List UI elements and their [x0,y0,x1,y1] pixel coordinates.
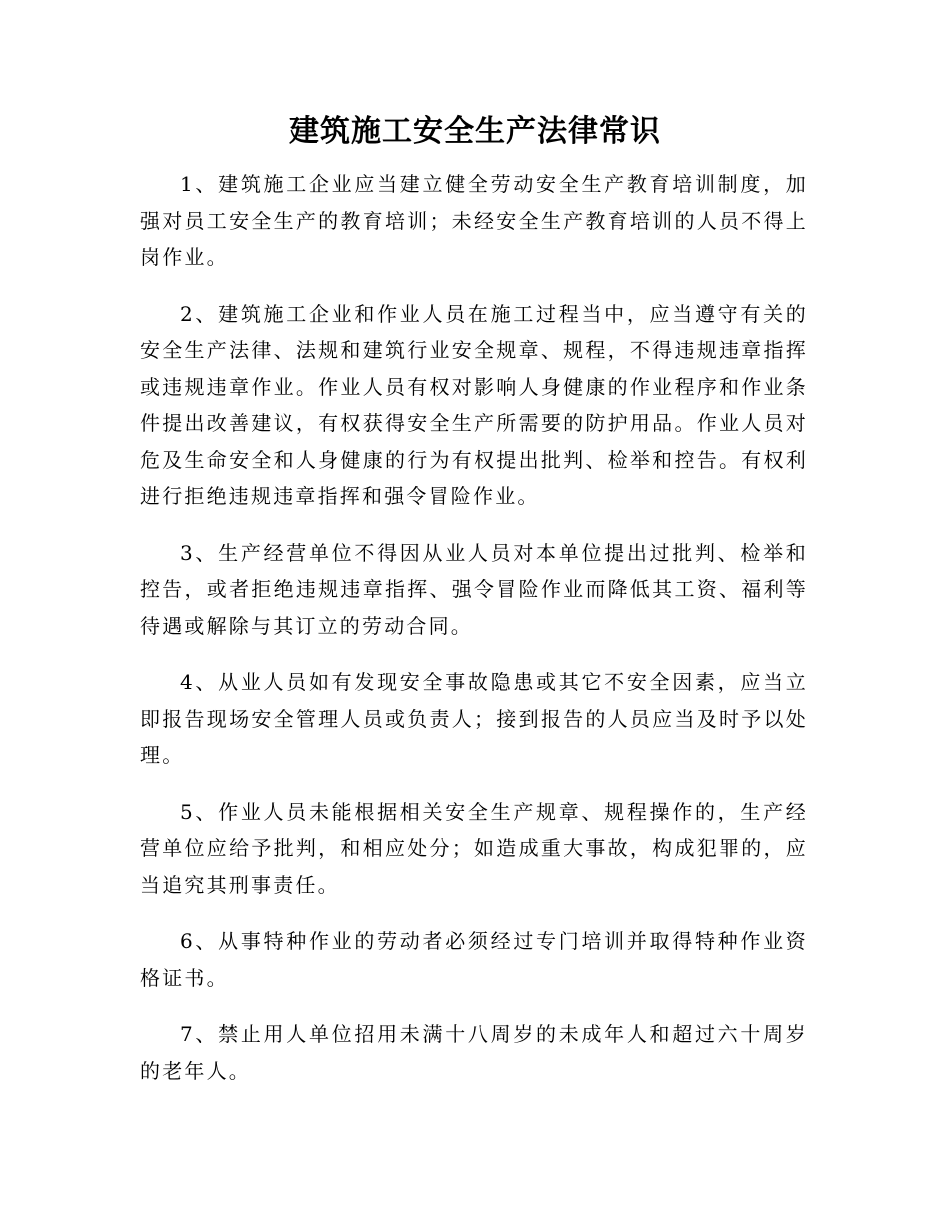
paragraph-3: 3、生产经营单位不得因从业人员对本单位提出过批判、检举和控告，或者拒绝违规违章指挥、强令冒险作业而降低其工资、福利等待遇或解除与其订立的劳动合同。 [140,540,808,638]
paragraph-5: 5、作业人员未能根据相关安全生产规章、规程操作的，生产经营单位应给予批判，和相应处分；如造成重大事故，构成犯罪的，应当追究其刑事责任。 [140,799,808,897]
paragraph-4: 4、从业人员如有发现安全事故隐患或其它不安全因素，应当立即报告现场安全管理人员或负责人；接到报告的人员应当及时予以处理。 [140,670,808,767]
paragraph-6: 6、从事特种作业的劳动者必须经过专门培训并取得特种作业资格证书。 [140,929,808,990]
document-title: 建筑施工安全生产法律常识 [289,114,661,149]
document-body [140,166,808,1109]
paragraph-1: 1、建筑施工企业应当建立健全劳动安全生产教育培训制度，加强对员工安全生产的教育培训；未经安全生产教育培训的人员不得上岗作业。 [140,172,808,269]
paragraph-7: 7、禁止用人单位招用未满十八周岁的未成年人和超过六十周岁的老年人。 [140,1022,808,1083]
paragraph-2: 2、建筑施工企业和作业人员在施工过程当中，应当遵守有关的安全生产法律、法规和建筑行业安全规章、规程，不得违规违章指挥或违规违章作业。作业人员有权对影响人身健康的作业程序和作业条件提出改善建议，有权获得安全生产所需要的防护用品。作业人员对危及生命安全和人身健康的行为有权提出批判、检举和控告。有权利进行拒绝违规违章指挥和强令冒险作业。 [140,301,808,508]
